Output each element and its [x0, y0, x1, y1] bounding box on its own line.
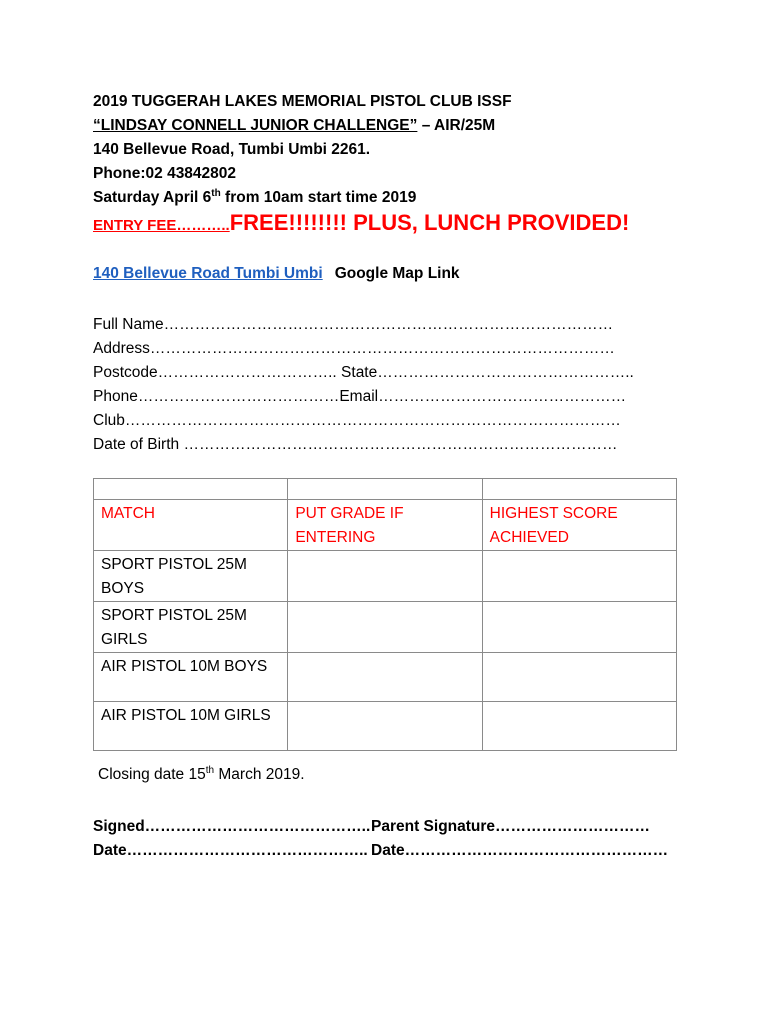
closing-date-suffix: th	[205, 764, 215, 776]
match-entry-table	[93, 478, 677, 751]
match-name-cell: AIR PISTOL 10M BOYS	[94, 653, 288, 702]
closing-date-pre: Closing date 15	[98, 766, 206, 783]
table-row	[94, 702, 677, 751]
closing-date-post: March 2019.	[214, 766, 305, 783]
grade-input-cell[interactable]	[288, 702, 482, 751]
table-row	[94, 602, 677, 653]
event-subtitle	[93, 114, 713, 138]
grade-input-cell[interactable]	[288, 551, 482, 602]
table-cell	[94, 479, 288, 500]
event-date	[93, 186, 713, 210]
entry-fee	[93, 210, 629, 236]
table-blank-row	[94, 479, 677, 500]
map-link[interactable]: 140 Bellevue Road Tumbi Umbi	[93, 265, 323, 282]
map-line	[93, 265, 460, 283]
address-field[interactable]: Address………………………………………………………………………………	[93, 340, 615, 357]
score-input-cell[interactable]	[482, 653, 676, 702]
score-input-cell[interactable]	[482, 602, 676, 653]
table-row	[94, 653, 677, 702]
score-column-header: HIGHEST SCORE ACHIEVED	[482, 500, 676, 551]
postcode-state-field[interactable]: Postcode…………………………….. State…………………………………………..	[93, 364, 634, 381]
event-date-day: Saturday April 6	[93, 189, 212, 206]
signature-row	[93, 815, 668, 839]
table-cell	[482, 479, 676, 500]
grade-input-cell[interactable]	[288, 602, 482, 653]
challenge-category: – AIR/25M	[417, 117, 496, 134]
table-row	[94, 551, 677, 602]
challenge-name: “LINDSAY CONNELL JUNIOR CHALLENGE”	[93, 117, 418, 134]
grade-column-header: PUT GRADE IF ENTERING	[288, 500, 482, 551]
phone-email-field[interactable]: Phone…………………………………Email…………………………………………	[93, 388, 627, 405]
closing-date	[98, 766, 305, 784]
event-date-suffix: th	[211, 187, 221, 199]
event-title: 2019 TUGGERAH LAKES MEMORIAL PISTOL CLUB ISSF	[93, 93, 512, 110]
score-input-cell[interactable]	[482, 702, 676, 751]
map-link-label: Google Map Link	[334, 265, 460, 282]
score-input-cell[interactable]	[482, 551, 676, 602]
table-cell	[288, 479, 482, 500]
signed-field[interactable]: Signed……………………………………..	[93, 818, 371, 835]
signature-block	[93, 815, 668, 863]
entrant-details	[93, 313, 634, 457]
date-of-birth-field[interactable]: Date of Birth …………………………………………………………………………	[93, 436, 618, 453]
club-field[interactable]: Club……………………………………………………………………………………	[93, 412, 621, 429]
event-header	[93, 90, 713, 210]
grade-input-cell[interactable]	[288, 653, 482, 702]
match-name-cell: AIR PISTOL 10M GIRLS	[94, 702, 288, 751]
match-name-cell: SPORT PISTOL 25M BOYS	[94, 551, 288, 602]
signed-date-field[interactable]: Date………………………………………..	[93, 842, 368, 859]
parent-date-field[interactable]: Date……………………………………………	[371, 842, 669, 859]
event-date-time: from 10am start time 2019	[220, 189, 417, 206]
entry-fee-label: ENTRY FEE………..	[93, 217, 230, 234]
match-name-cell: SPORT PISTOL 25M GIRLS	[94, 602, 288, 653]
event-phone: Phone:02 43842802	[93, 165, 237, 182]
entry-fee-value: FREE!!!!!!!! PLUS, LUNCH PROVIDED!	[229, 210, 630, 235]
table-header-row	[94, 500, 677, 551]
parent-signature-field[interactable]: Parent Signature…………………………	[371, 818, 651, 835]
event-address: 140 Bellevue Road, Tumbi Umbi 2261.	[93, 141, 371, 158]
date-row	[93, 839, 668, 863]
match-column-header: MATCH	[94, 500, 288, 551]
full-name-field[interactable]: Full Name……………………………………………………………………………	[93, 316, 614, 333]
